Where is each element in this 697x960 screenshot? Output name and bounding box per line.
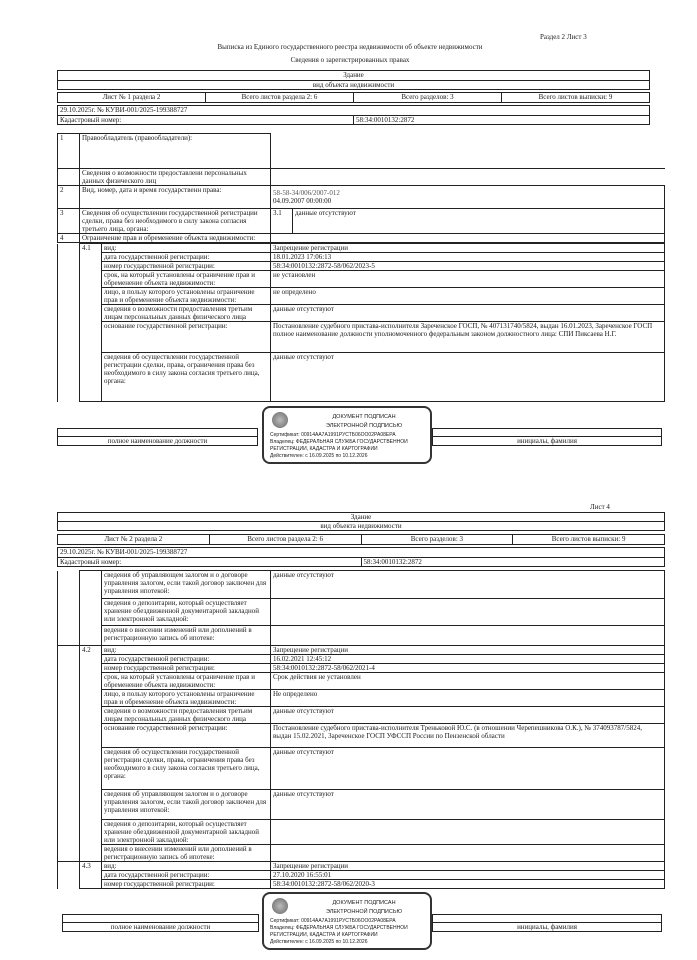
page1-corner: Раздел 2 Лист 3 — [540, 33, 587, 41]
right-reg-number: 58-58-34/006/2007-012 — [273, 189, 340, 197]
field-value: 27.10.2020 16:55:01 — [271, 871, 665, 880]
position-caption: полное наименование должности — [63, 923, 259, 932]
row-number: 1 — [58, 134, 80, 169]
field-label: сведения о депозитарии, который осуществляет хранение обездвиженной документарной закладной или электронной закладной: — [102, 599, 271, 626]
field-label: срок, на который установлены ограничение прав и обременение объекта недвижимости: — [102, 271, 271, 288]
field-label: вид: — [102, 862, 271, 871]
field-value — [271, 820, 665, 845]
page1-cadastral-block — [57, 105, 650, 125]
field-value: Постановление судебного пристава-исполнителя Зареченское ГОСП, № 407131740/5824, выдан 16.01.2023, Зареченское ГОСП полное наименование должности уполномоченного федеральным законом должностного лица: СПИ Пиксаева Н.Г. — [271, 322, 665, 353]
field-label: дата государственной регистрации: — [102, 253, 271, 262]
page2-sheet-info — [57, 534, 665, 545]
field-label: лицо, в пользу которого установлены ограничение прав и обременение объекта недвижимости: — [102, 288, 271, 305]
emblem-icon — [272, 412, 288, 428]
transaction-label: Сведения об осуществлении государственной регистрации сделки, права без необходимого в силу закона согласия третьего лица, органа: — [80, 209, 271, 234]
encumbrance-row — [58, 271, 665, 288]
encumbrance-header-value — [271, 234, 665, 243]
encumbrance-row — [58, 820, 665, 845]
field-value: не определено — [271, 288, 665, 305]
field-value: данные отсутствуют — [271, 353, 665, 402]
field-value: данные отсутствуют — [271, 707, 665, 724]
cadastral-value: 58:34:0010132:2872 — [354, 116, 650, 125]
encumbrance-row — [58, 305, 665, 322]
extract-sheets-total: Всего листов выписки: 9 — [502, 93, 650, 103]
outer-column — [58, 571, 80, 646]
encumbrance-row — [58, 322, 665, 353]
field-label: сведения об управляющем залогом и о договоре управления залогом, если такой договор заключен для управления ипотекой: — [102, 571, 271, 599]
cadastral-value: 58:34:0010132:2872 — [361, 558, 665, 567]
stamp-line2: ЭЛЕКТРОННОЙ ПОДПИСЬЮ — [325, 909, 403, 915]
field-label: сведения об управляющем залогом и о договоре управления залогом, если такой договор заключен для управления ипотекой: — [102, 790, 271, 820]
stamp-cert: Сертификат: 00914АА7А1991РУСТБ06ОО02РА08ЕРА — [270, 432, 396, 438]
stamp-valid: Действителен: с 16.09.2025 по 10.12.2026 — [270, 453, 368, 459]
sections-total: Всего разделов: 3 — [354, 93, 502, 103]
page2-encumbrance-table — [57, 570, 665, 889]
field-label: дата государственной регистрации: — [102, 655, 271, 664]
field-value: данные отсутствуют — [271, 305, 665, 322]
field-value — [271, 599, 665, 626]
field-label: срок, на который установлены ограничение прав и обременение объекта недвижимости: — [102, 673, 271, 690]
object-type-caption: вид объекта недвижимости — [58, 81, 650, 90]
field-value: данные отсутствуют — [271, 571, 665, 599]
field-label: сведения о возможности предоставления третьим лицам персональных данных физического лица — [102, 707, 271, 724]
encumbrance-row — [58, 599, 665, 626]
encumbrance-row — [58, 673, 665, 690]
position-caption: полное наименование должности — [58, 437, 258, 446]
initials-caption: инициалы, фамилия — [433, 923, 662, 932]
sections-total: Всего разделов: 3 — [361, 535, 513, 545]
encumbrance-row — [58, 880, 665, 889]
section-sheets-total: Всего листов раздела 2: 6 — [206, 93, 354, 103]
field-label: ведения о внесении изменений или дополнений в регистрационную запись об ипотеке: — [102, 626, 271, 646]
stamp-owner2: РЕГИСТРАЦИИ, КАДАСТРА И КАРТОГРАФИИ — [270, 446, 378, 452]
personal-data-value — [271, 169, 665, 186]
field-value: 16.02.2021 12:45:12 — [271, 655, 665, 664]
field-label: сведения об осуществлении государственной регистрации сделки, права, ограничения права без необходимого в силу закона согласия третьего лица, органа: — [102, 353, 271, 402]
row-number: 3 — [58, 209, 80, 234]
field-value: Срок действия не установлен — [271, 673, 665, 690]
stamp-valid: Действителен: с 16.09.2025 по 10.12.2026 — [270, 939, 368, 945]
page1-rights-table — [57, 133, 665, 243]
page1-encumbrance-41 — [57, 243, 665, 402]
field-value: не установлен — [271, 271, 665, 288]
outer-column — [58, 862, 80, 889]
stamp-owner2: РЕГИСТРАЦИИ, КАДАСТРА И КАРТОГРАФИИ — [270, 932, 378, 938]
encumbrance-row — [58, 707, 665, 724]
encumbrance-row — [58, 690, 665, 707]
field-value: данные отсутствуют — [271, 748, 665, 790]
field-label: ведения о внесении изменений или дополнений в регистрационную запись об ипотеке: — [102, 845, 271, 862]
initials-caption: инициалы, фамилия — [433, 437, 662, 446]
sub-number: 4.1 — [80, 244, 102, 402]
sub-number: 4.2 — [80, 646, 102, 862]
section-sheets-total: Всего листов раздела 2: 6 — [209, 535, 361, 545]
field-label: сведения о депозитарии, который осуществляет хранение обездвиженной документарной закладной или электронной закладной: — [102, 820, 271, 845]
field-value: 18.01.2023 17:06:13 — [271, 253, 665, 262]
field-value: Запрещение регистрации — [271, 244, 665, 253]
extract-date-number: 29.10.2025г. № КУВИ-001/2025-199388727 — [58, 548, 665, 558]
field-label: сведения об осуществлении государственной регистрации сделки, права, ограничения права без необходимого в силу закона согласия третьего лица, органа: — [102, 748, 271, 790]
object-type: Здание — [58, 513, 665, 522]
field-label: вид: — [102, 244, 271, 253]
field-value: 58:34:0010132:2872-58/062/2023-5 — [271, 262, 665, 271]
transaction-value: данные отсутствуют — [293, 209, 665, 234]
field-label: номер государственной регистрации: — [102, 262, 271, 271]
outer-column — [58, 646, 80, 862]
encumbrance-row — [58, 871, 665, 880]
field-value: Запрещение регистрации — [271, 646, 665, 655]
personal-data-label: Сведения о возможности предоставлени персональных данных физического лиц — [80, 169, 271, 186]
encumbrance-row — [58, 724, 665, 748]
outer-column — [58, 244, 80, 402]
field-label: номер государственной регистрации: — [102, 880, 271, 889]
field-label: лицо, в пользу которого установлены ограничение прав и обременение объекта недвижимости: — [102, 690, 271, 707]
stamp-owner: Владелец: ФЕДЕРАЛЬНАЯ СЛУЖБА ГОСУДАРСТВЕННОЙ — [270, 439, 408, 445]
cadastral-label: Кадастровый номер: — [58, 558, 362, 567]
field-value — [271, 626, 665, 646]
sub-number: 4.3 — [80, 862, 102, 889]
stamp-line2: ЭЛЕКТРОННОЙ ПОДПИСЬЮ — [325, 423, 403, 429]
object-type-caption: вид объекта недвижимости — [58, 522, 665, 531]
cadastral-label: Кадастровый номер: — [58, 116, 354, 125]
page1-title: Выписка из Единого государственного реестра недвижимости об объекте недвижимости — [217, 43, 483, 51]
stamp-line1: ДОКУМЕНТ ПОДПИСАН — [332, 414, 396, 420]
encumbrance-row — [58, 646, 665, 655]
encumbrance-row — [58, 845, 665, 862]
page2-corner: Лист 4 — [590, 503, 610, 511]
encumbrance-row — [58, 626, 665, 646]
encumbrance-row — [58, 862, 665, 871]
e-signature-stamp — [262, 892, 432, 950]
sheet-number: Лист № 1 раздела 2 — [58, 93, 206, 103]
field-value: 58:34:0010132:2872-58/062/2020-3 — [271, 880, 665, 889]
encumbrance-row — [58, 262, 665, 271]
encumbrance-row — [58, 748, 665, 790]
field-value: 58:34:0010132:2872-58/062/2021-4 — [271, 664, 665, 673]
field-label: сведения о возможности предоставления третьим лицам персональных данных физического лица — [102, 305, 271, 322]
row-number: 4 — [58, 234, 80, 243]
encumbrance-row — [58, 244, 665, 253]
page2-object-header — [57, 512, 665, 531]
field-value: Запрещение регистрации — [271, 862, 665, 871]
encumbrance-row — [58, 790, 665, 820]
emblem-icon — [272, 898, 288, 914]
encumbrance-row — [58, 288, 665, 305]
sub-number — [80, 571, 102, 646]
right-reg-date: 04.09.2007 00:00:00 — [273, 197, 332, 205]
right-type-label: Вид, номер, дата и время государственн права: — [80, 186, 271, 209]
page1-object-header — [57, 70, 650, 90]
encumbrance-label: Ограничение прав и обременение объекта недвижимости: — [80, 234, 271, 243]
page1-sheet-info — [57, 92, 650, 103]
field-value: Не определено — [271, 690, 665, 707]
field-value: данные отсутствуют — [271, 790, 665, 820]
extract-sheets-total: Всего листов выписки: 9 — [513, 535, 665, 545]
e-signature-stamp — [262, 406, 432, 464]
encumbrance-row — [58, 655, 665, 664]
encumbrance-row — [58, 353, 665, 402]
field-label: основание государственной регистрации: — [102, 724, 271, 748]
extract-date-number: 29.10.2025г. № КУВИ-001/2025-199388727 — [58, 106, 650, 116]
owner-value — [271, 134, 665, 169]
field-value: Постановление судебного пристава-исполнителя Треньковой Ю.С. (в отношении Черепешникова О.К.), № 374093787/5824, выдан 15.02.2021, Зареченское ГОСП УФССП России по Пензенской области — [271, 724, 665, 748]
encumbrance-row — [58, 664, 665, 673]
encumbrance-row — [58, 571, 665, 599]
object-type: Здание — [58, 71, 650, 81]
sub-number: 3.1 — [271, 209, 293, 234]
stamp-line1: ДОКУМЕНТ ПОДПИСАН — [332, 900, 396, 906]
field-label: дата государственной регистрации: — [102, 871, 271, 880]
page1-subtitle: Сведения о зарегистрированных правах — [290, 56, 410, 64]
row-number: 2 — [58, 186, 80, 209]
right-type-value — [271, 186, 665, 209]
field-label: основание государственной регистрации: — [102, 322, 271, 353]
field-value — [271, 845, 665, 862]
sheet-number: Лист № 2 раздела 2 — [58, 535, 210, 545]
field-label: номер государственной регистрации: — [102, 664, 271, 673]
row-number-empty — [58, 169, 80, 186]
page2-cadastral-block — [57, 547, 665, 567]
encumbrance-row — [58, 253, 665, 262]
stamp-cert: Сертификат: 00914АА7А1991РУСТБ06ОО02РА08ЕРА — [270, 918, 396, 924]
owner-label: Правообладатель (правообладатели): — [80, 134, 271, 169]
stamp-owner: Владелец: ФЕДЕРАЛЬНАЯ СЛУЖБА ГОСУДАРСТВЕННОЙ — [270, 925, 408, 931]
field-label: вид: — [102, 646, 271, 655]
